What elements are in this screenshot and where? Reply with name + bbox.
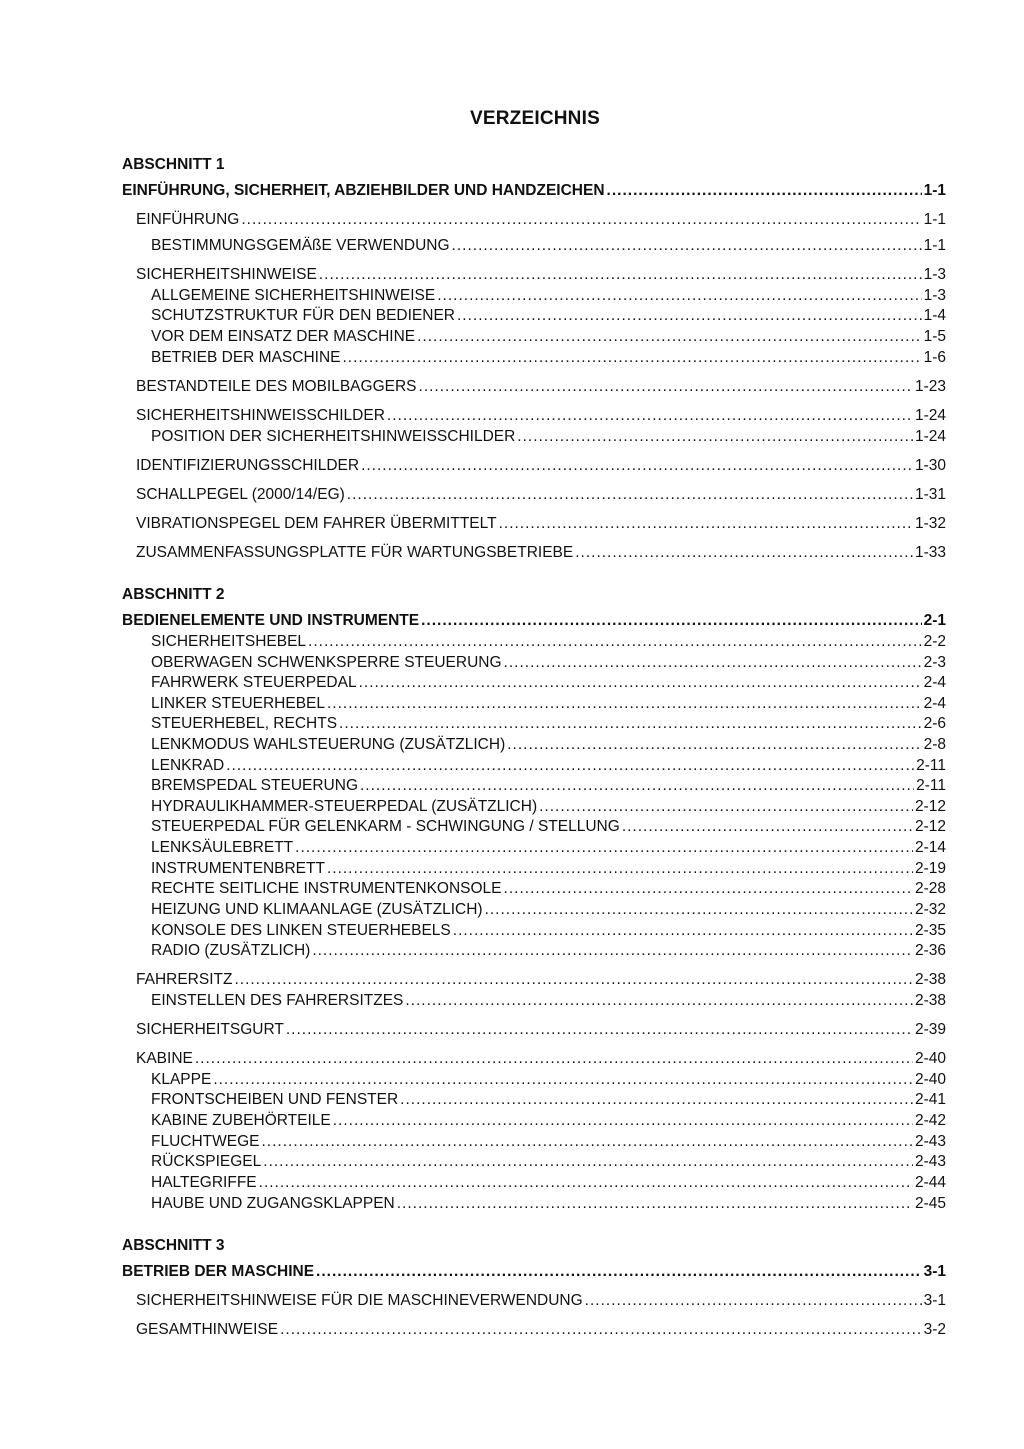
toc-entry-title: LINKER STEUERHEBEL <box>151 695 325 712</box>
toc-page-number: 2-12 <box>914 798 946 815</box>
toc-entry[interactable] <box>122 921 946 941</box>
toc-entry-title: BREMSPEDAL STEUERUNG <box>151 777 358 794</box>
toc-entry[interactable] <box>122 1090 946 1110</box>
dot-leader <box>585 1291 922 1311</box>
toc-page-number: 3-2 <box>923 1321 946 1338</box>
toc-entry[interactable] <box>122 286 946 306</box>
toc-page-number: 2-45 <box>914 1195 946 1212</box>
toc-page-number: 1-24 <box>914 407 946 424</box>
toc-entry-title: SICHERHEITSHINWEISE FÜR DIE MASCHINEVERWENDUNG <box>136 1292 583 1309</box>
toc-entry[interactable] <box>122 1320 946 1340</box>
dot-leader <box>295 838 913 858</box>
dot-leader <box>226 756 914 776</box>
toc-entry[interactable] <box>122 632 946 652</box>
dot-leader <box>405 991 913 1011</box>
toc-entry[interactable] <box>122 859 946 879</box>
page-title: VERZEICHNIS <box>470 108 600 129</box>
dot-leader <box>457 306 922 326</box>
toc-entry[interactable] <box>122 970 946 990</box>
toc-entry-title: GESAMTHINWEISE <box>136 1321 279 1338</box>
toc-entry-title: RADIO (ZUSÄTZLICH) <box>151 942 311 959</box>
toc-page-number: 2-11 <box>916 757 946 774</box>
toc-entry-title: SICHERHEITSHEBEL <box>151 633 307 650</box>
toc-page-number: 2-39 <box>914 1021 946 1038</box>
toc-entry[interactable] <box>122 514 946 534</box>
toc-entry[interactable] <box>122 236 946 256</box>
toc-entry-title: BETRIEB DER MASCHINE <box>122 1263 315 1280</box>
toc-page-number: 2-38 <box>914 971 946 988</box>
toc-page-number: 1-30 <box>914 457 946 474</box>
dot-leader <box>485 900 913 920</box>
toc-page-number: 1-33 <box>914 544 946 561</box>
dot-leader <box>333 1111 913 1131</box>
toc-entry-title: OBERWAGEN SCHWENKSPERRE STEUERUNG <box>151 654 502 671</box>
toc-page-number: 2-43 <box>914 1133 946 1150</box>
toc-page-number: 2-42 <box>914 1112 946 1129</box>
toc-entry-title: SICHERHEITSHINWEISSCHILDER <box>136 407 385 424</box>
toc-page-number: 2-3 <box>923 654 946 671</box>
dot-leader <box>327 694 922 714</box>
toc-entry[interactable] <box>122 694 946 714</box>
dot-leader <box>504 879 913 899</box>
toc-entry-title: HALTEGRIFFE <box>151 1174 257 1191</box>
toc-entry-title: KABINE <box>136 1050 193 1067</box>
dot-leader <box>417 327 921 347</box>
toc-entry-title: KLAPPE <box>151 1071 212 1088</box>
toc-entry[interactable] <box>122 1291 946 1311</box>
toc-page-number: 2-36 <box>914 942 946 959</box>
toc-entry-title: ZUSAMMENFASSUNGSPLATTE FÜR WARTUNGSBETRIEBE <box>136 544 574 561</box>
toc-entry[interactable] <box>122 1194 946 1214</box>
toc-page-number: 2-2 <box>923 633 946 650</box>
toc-entry[interactable] <box>122 838 946 858</box>
toc-entry-title: LENKRAD <box>151 757 225 774</box>
toc-entry-title: FRONTSCHEIBEN UND FENSTER <box>151 1091 399 1108</box>
dot-leader <box>400 1090 913 1110</box>
toc-entry[interactable] <box>122 776 946 796</box>
toc-chapter-entry[interactable] <box>122 181 946 201</box>
toc-entry[interactable] <box>122 1132 946 1152</box>
section-heading: ABSCHNITT 2 <box>122 586 225 603</box>
toc-entry-title: SICHERHEITSGURT <box>136 1021 284 1038</box>
dot-leader <box>437 286 921 306</box>
dot-leader <box>312 941 913 961</box>
toc-page-number: 2-38 <box>914 992 946 1009</box>
dot-leader <box>499 514 913 534</box>
toc-page-number: 3-1 <box>923 1292 946 1309</box>
section-heading: ABSCHNITT 3 <box>122 1237 225 1254</box>
dot-leader <box>622 817 913 837</box>
dot-leader <box>419 377 913 397</box>
dot-leader <box>607 181 922 201</box>
toc-entry-title: BETRIEB DER MASCHINE <box>151 349 341 366</box>
dot-leader <box>504 653 922 673</box>
toc-page-number: 2-32 <box>914 901 946 918</box>
toc-page-number: 2-4 <box>923 695 946 712</box>
toc-entry[interactable] <box>122 406 946 426</box>
toc-entry-title: STEUERPEDAL FÜR GELENKARM - SCHWINGUNG / STELLUNG <box>151 818 620 835</box>
toc-page-number: 1-5 <box>923 328 946 345</box>
toc-entry[interactable] <box>122 1173 946 1193</box>
toc-entry[interactable] <box>122 543 946 563</box>
toc-entry[interactable] <box>122 1152 946 1172</box>
toc-entry-title: BEDIENELEMENTE UND INSTRUMENTE <box>122 612 420 629</box>
toc-page-number: 1-24 <box>914 428 946 445</box>
dot-leader <box>286 1020 913 1040</box>
toc-entry[interactable] <box>122 756 946 776</box>
toc-entry-title: FAHRWERK STEUERPEDAL <box>151 674 357 691</box>
dot-leader <box>327 859 913 879</box>
toc-page-number: 2-44 <box>914 1174 946 1191</box>
toc-entry[interactable] <box>122 1049 946 1069</box>
toc-page-number: 2-1 <box>923 612 946 629</box>
toc-entry-title: VIBRATIONSPEGEL DEM FAHRER ÜBERMITTELT <box>136 515 497 532</box>
dot-leader <box>319 265 922 285</box>
toc-page-number: 1-1 <box>923 211 946 228</box>
dot-leader <box>575 543 913 563</box>
toc-entry-title: BESTANDTEILE DES MOBILBAGGERS <box>136 378 417 395</box>
toc-entry[interactable] <box>122 427 946 447</box>
toc-chapter-entry[interactable] <box>122 1262 946 1282</box>
dot-leader <box>387 406 913 426</box>
toc-entry[interactable] <box>122 306 946 326</box>
dot-leader <box>259 1173 913 1193</box>
toc-entry[interactable] <box>122 991 946 1011</box>
dot-leader <box>234 970 913 990</box>
toc-page-number: 2-4 <box>923 674 946 691</box>
toc-entry-title: EINFÜHRUNG, SICHERHEIT, ABZIEHBILDER UND HANDZEICHEN <box>122 182 605 199</box>
toc-page-number: 2-19 <box>914 860 946 877</box>
toc-page-number: 2-11 <box>916 777 946 794</box>
toc-entry-title: INSTRUMENTENBRETT <box>151 860 325 877</box>
toc-entry[interactable] <box>122 456 946 476</box>
toc-page-number: 1-23 <box>914 378 946 395</box>
toc-page-number: 2-8 <box>923 736 946 753</box>
toc-page-number: 3-1 <box>923 1263 946 1280</box>
toc-page-number: 1-32 <box>914 515 946 532</box>
toc-entry[interactable] <box>122 941 946 961</box>
dot-leader <box>539 797 913 817</box>
toc-page-number: 1-4 <box>923 307 946 324</box>
toc-entry-title: LENKMODUS WAHLSTEUERUNG (ZUSÄTZLICH) <box>151 736 506 753</box>
toc-entry-title: FAHRERSITZ <box>136 971 233 988</box>
dot-leader <box>452 236 922 256</box>
toc-entry[interactable] <box>122 879 946 899</box>
dot-leader <box>421 611 921 631</box>
toc-chapter-entry[interactable] <box>122 611 946 631</box>
dot-leader <box>507 735 921 755</box>
dot-leader <box>342 348 921 368</box>
toc-page-number: 2-41 <box>914 1091 946 1108</box>
toc-entry[interactable] <box>122 673 946 693</box>
toc-page-number: 2-28 <box>914 880 946 897</box>
toc-entry-title: SICHERHEITSHINWEISE <box>136 266 317 283</box>
dot-leader <box>308 632 922 652</box>
toc-page-number: 2-40 <box>914 1050 946 1067</box>
toc-entry-title: HEIZUNG UND KLIMAANLAGE (ZUSÄTZLICH) <box>151 901 483 918</box>
dot-leader <box>347 485 913 505</box>
toc-entry-title: SCHUTZSTRUKTUR FÜR DEN BEDIENER <box>151 307 455 324</box>
toc-entry[interactable] <box>122 485 946 505</box>
dot-leader <box>361 456 913 476</box>
toc-entry[interactable] <box>122 265 946 285</box>
toc-entry-title: RECHTE SEITLICHE INSTRUMENTENKONSOLE <box>151 880 502 897</box>
toc-page-number: 1-1 <box>923 182 946 199</box>
toc-entry[interactable] <box>122 377 946 397</box>
dot-leader <box>213 1070 913 1090</box>
toc-entry[interactable] <box>122 348 946 368</box>
toc-entry-title: POSITION DER SICHERHEITSHINWEISSCHILDER <box>151 428 516 445</box>
toc-page-number: 1-3 <box>923 287 946 304</box>
dot-leader <box>280 1320 921 1340</box>
toc-entry[interactable] <box>122 210 946 230</box>
toc-page-number: 2-43 <box>914 1153 946 1170</box>
dot-leader <box>397 1194 913 1214</box>
toc-page-number: 2-12 <box>914 818 946 835</box>
dot-leader <box>316 1262 922 1282</box>
toc-page-number: 2-14 <box>914 839 946 856</box>
toc-page-number: 1-31 <box>914 486 946 503</box>
toc-entry[interactable] <box>122 900 946 920</box>
toc-entry[interactable] <box>122 714 946 734</box>
toc-page-number: 1-3 <box>923 266 946 283</box>
toc-entry-title: BESTIMMUNGSGEMÄßE VERWENDUNG <box>151 237 450 254</box>
toc-entry-title: EINSTELLEN DES FAHRERSITZES <box>151 992 404 1009</box>
toc-entry[interactable] <box>122 1111 946 1131</box>
toc-entry-title: ALLGEMEINE SICHERHEITSHINWEISE <box>151 287 436 304</box>
toc-page-number: 1-1 <box>923 237 946 254</box>
toc-entry-title: FLUCHTWEGE <box>151 1133 260 1150</box>
toc-entry-title: EINFÜHRUNG <box>136 211 240 228</box>
toc-entry-title: IDENTIFIZIERUNGSSCHILDER <box>136 457 360 474</box>
toc-entry-title: HYDRAULIKHAMMER-STEUERPEDAL (ZUSÄTZLICH) <box>151 798 538 815</box>
toc-entry-title: KABINE ZUBEHÖRTEILE <box>151 1112 331 1129</box>
dot-leader <box>453 921 913 941</box>
dot-leader <box>195 1049 913 1069</box>
toc-entry[interactable] <box>122 797 946 817</box>
toc-entry[interactable] <box>122 735 946 755</box>
toc-page-number: 2-40 <box>914 1071 946 1088</box>
toc-entry-title: SCHALLPEGEL (2000/14/EG) <box>136 486 345 503</box>
dot-leader <box>262 1132 913 1152</box>
toc-entry-title: RÜCKSPIEGEL <box>151 1153 262 1170</box>
toc-page-number: 1-6 <box>923 349 946 366</box>
dot-leader <box>339 714 922 734</box>
toc-entry-title: KONSOLE DES LINKEN STEUERHEBELS <box>151 922 451 939</box>
section-heading: ABSCHNITT 1 <box>122 156 225 173</box>
dot-leader <box>263 1152 913 1172</box>
toc-entry[interactable] <box>122 327 946 347</box>
dot-leader <box>517 427 913 447</box>
toc-entry[interactable] <box>122 653 946 673</box>
toc-entry-title: STEUERHEBEL, RECHTS <box>151 715 338 732</box>
dot-leader <box>360 776 914 796</box>
toc-entry-title: LENKSÄULEBRETT <box>151 839 294 856</box>
toc-page-number: 2-6 <box>923 715 946 732</box>
toc-page-number: 2-35 <box>914 922 946 939</box>
toc-entry[interactable] <box>122 1020 946 1040</box>
dot-leader <box>241 210 921 230</box>
toc-entry-title: VOR DEM EINSATZ DER MASCHINE <box>151 328 416 345</box>
toc-entry[interactable] <box>122 1070 946 1090</box>
dot-leader <box>359 673 922 693</box>
toc-entry[interactable] <box>122 817 946 837</box>
toc-entry-title: HAUBE UND ZUGANGSKLAPPEN <box>151 1195 395 1212</box>
